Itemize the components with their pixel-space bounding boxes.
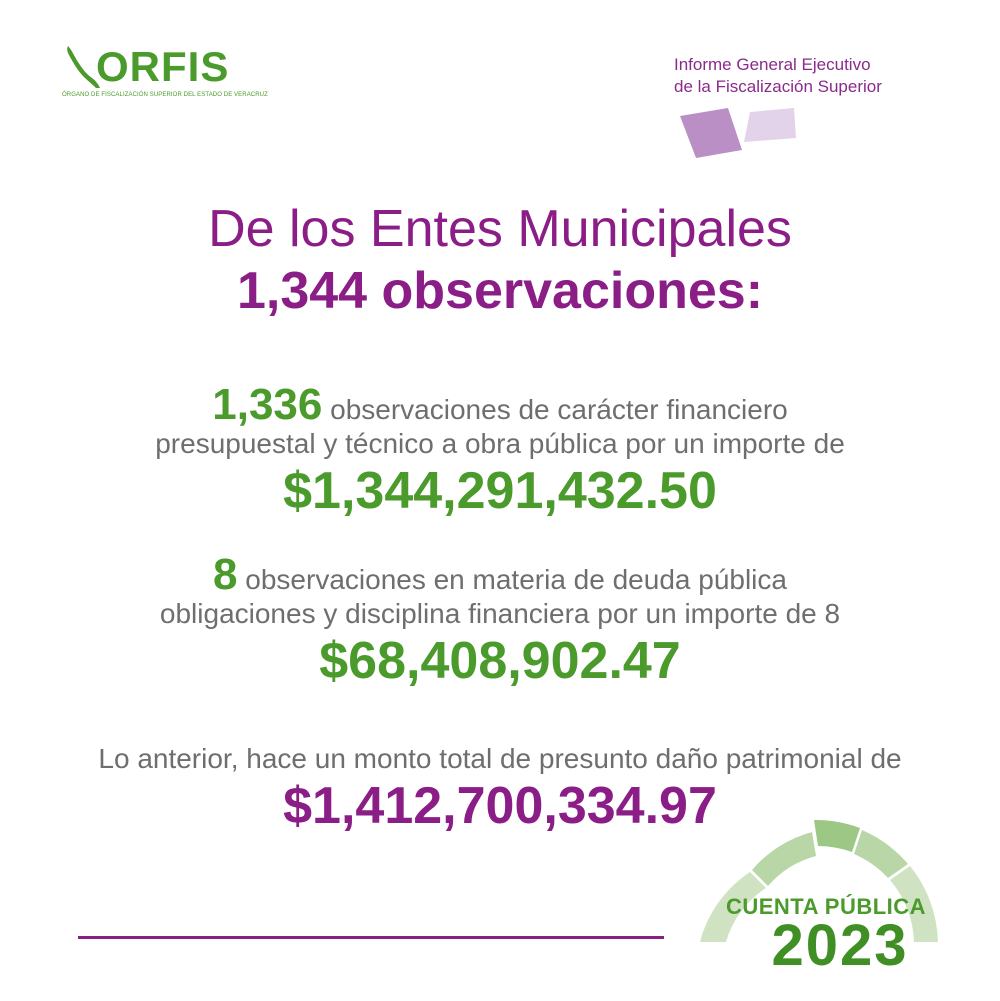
cuenta-publica-badge	[690, 812, 950, 982]
report-title	[674, 54, 974, 98]
financial-observations-block	[0, 380, 1000, 521]
block2-line1	[0, 550, 1000, 599]
light-purple-shape	[744, 108, 796, 142]
heading-line2: 1,344 observaciones:	[236, 262, 764, 320]
block3-amount: $1,412,700,334.97	[283, 777, 717, 835]
cuenta-publica-year: 2023	[771, 913, 909, 978]
logo-subtext: ÓRGANO DE FISCALIZACIÓN SUPERIOR DEL ESTADO DE VERACRUZ	[62, 92, 268, 98]
block1-text1: observaciones de carácter financiero	[330, 394, 788, 425]
cuenta-publica-label: CUENTA PÚBLICA	[725, 894, 927, 919]
block2-text2: obligaciones y disciplina financiera por un importe de 8	[159, 598, 841, 629]
block1-amount: $1,344,291,432.50	[283, 462, 717, 520]
main-heading	[0, 198, 1000, 322]
purple-shape	[680, 108, 742, 158]
block1-line1	[0, 380, 1000, 429]
block3-text: Lo anterior, hace un monto total de presunto daño patrimonial de	[98, 743, 902, 774]
logo-wordmark: ORFIS	[96, 43, 230, 90]
report-title-line2: de la Fiscalización Superior	[674, 77, 882, 96]
block1-text2: presupuestal y técnico a obra pública por un importe de	[155, 428, 845, 459]
decorative-shapes	[680, 106, 800, 158]
divider-line	[78, 936, 664, 939]
heading-line1: De los Entes Municipales	[208, 200, 792, 258]
orfis-logo	[62, 43, 268, 104]
block1-count: 1,336	[212, 380, 323, 429]
report-title-line1: Informe General Ejecutivo	[674, 55, 871, 74]
block2-text1: observaciones en materia de deuda pública	[245, 564, 787, 595]
block2-count: 8	[213, 550, 238, 599]
block2-amount: $68,408,902.47	[319, 632, 681, 690]
debt-observations-block	[0, 550, 1000, 691]
